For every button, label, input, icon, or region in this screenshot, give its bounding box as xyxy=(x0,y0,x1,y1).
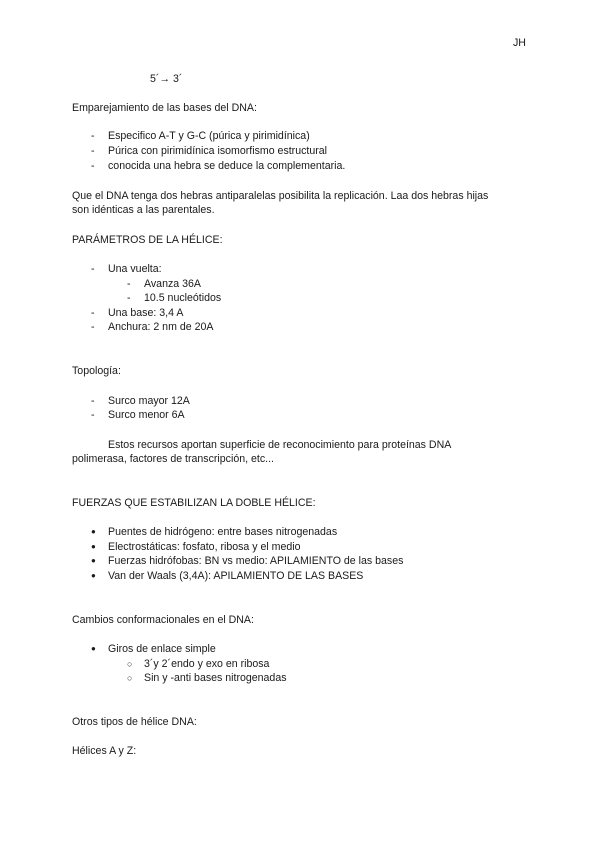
list-subitem: - Avanza 36A xyxy=(144,277,201,291)
list-item: - Especifico A-T y G-C (púrica y pirimidínica) xyxy=(108,129,310,143)
list-item: ● Puentes de hidrógeno: entre bases nitrogenadas xyxy=(108,525,337,539)
list-item: - conocida una hebra se deduce la complementaria. xyxy=(108,159,345,173)
header-initials: JH xyxy=(513,37,526,49)
pairing-title: Emparejamiento de las bases del DNA: xyxy=(72,102,257,114)
list-item: ● Fuerzas hidrófobas: BN vs medio: APILAMIENTO de las bases xyxy=(108,554,403,568)
list-item: ● Electrostáticas: fosfato, ribosa y el medio xyxy=(108,540,301,554)
list-item: ● Giros de enlace simple xyxy=(108,642,216,656)
list-item: - Púrica con pirimidínica isomorfismo estructural xyxy=(108,144,327,158)
conformational-title: Cambios conformacionales en el DNA: xyxy=(72,614,254,626)
list-item: - Surco mayor 12A xyxy=(108,394,190,408)
list-item: - Anchura: 2 nm de 20A xyxy=(108,320,213,334)
list-item: - Una base: 3,4 A xyxy=(108,306,183,320)
forces-title: FUERZAS QUE ESTABILIZAN LA DOBLE HÉLICE: xyxy=(72,497,316,509)
topology-paragraph-line-2: polimerasa, factores de transcripción, etc... xyxy=(72,453,274,465)
list-subitem: ○ 3´y 2´endo y exo en ribosa xyxy=(144,657,269,671)
antiparallel-line-2: son idénticas a las parentales. xyxy=(72,204,215,216)
list-item: - Surco menor 6A xyxy=(108,408,185,422)
topology-title: Topología: xyxy=(72,365,121,377)
list-item: ● Van der Waals (3,4A): APILAMIENTO DE LAS BASES xyxy=(108,569,363,583)
helices-a-z-title: Hélices A y Z: xyxy=(72,745,137,757)
list-item: - Una vuelta: xyxy=(108,262,162,276)
antiparallel-line-1: Que el DNA tenga dos hebras antiparalelas posibilita la replicación. Laa dos hebras hijas xyxy=(72,190,489,202)
list-subitem: ○ Sin y -anti bases nitrogenadas xyxy=(144,671,287,685)
list-subitem: - 10.5 nucleótidos xyxy=(144,291,221,305)
direction-label: 5´→ 3´ xyxy=(150,73,183,85)
other-helix-title: Otros tipos de hélice DNA: xyxy=(72,716,197,728)
topology-paragraph-line-1: Estos recursos aportan superficie de reconocimiento para proteínas DNA xyxy=(108,439,452,451)
parameters-title: PARÁMETROS DE LA HÉLICE: xyxy=(72,234,223,246)
